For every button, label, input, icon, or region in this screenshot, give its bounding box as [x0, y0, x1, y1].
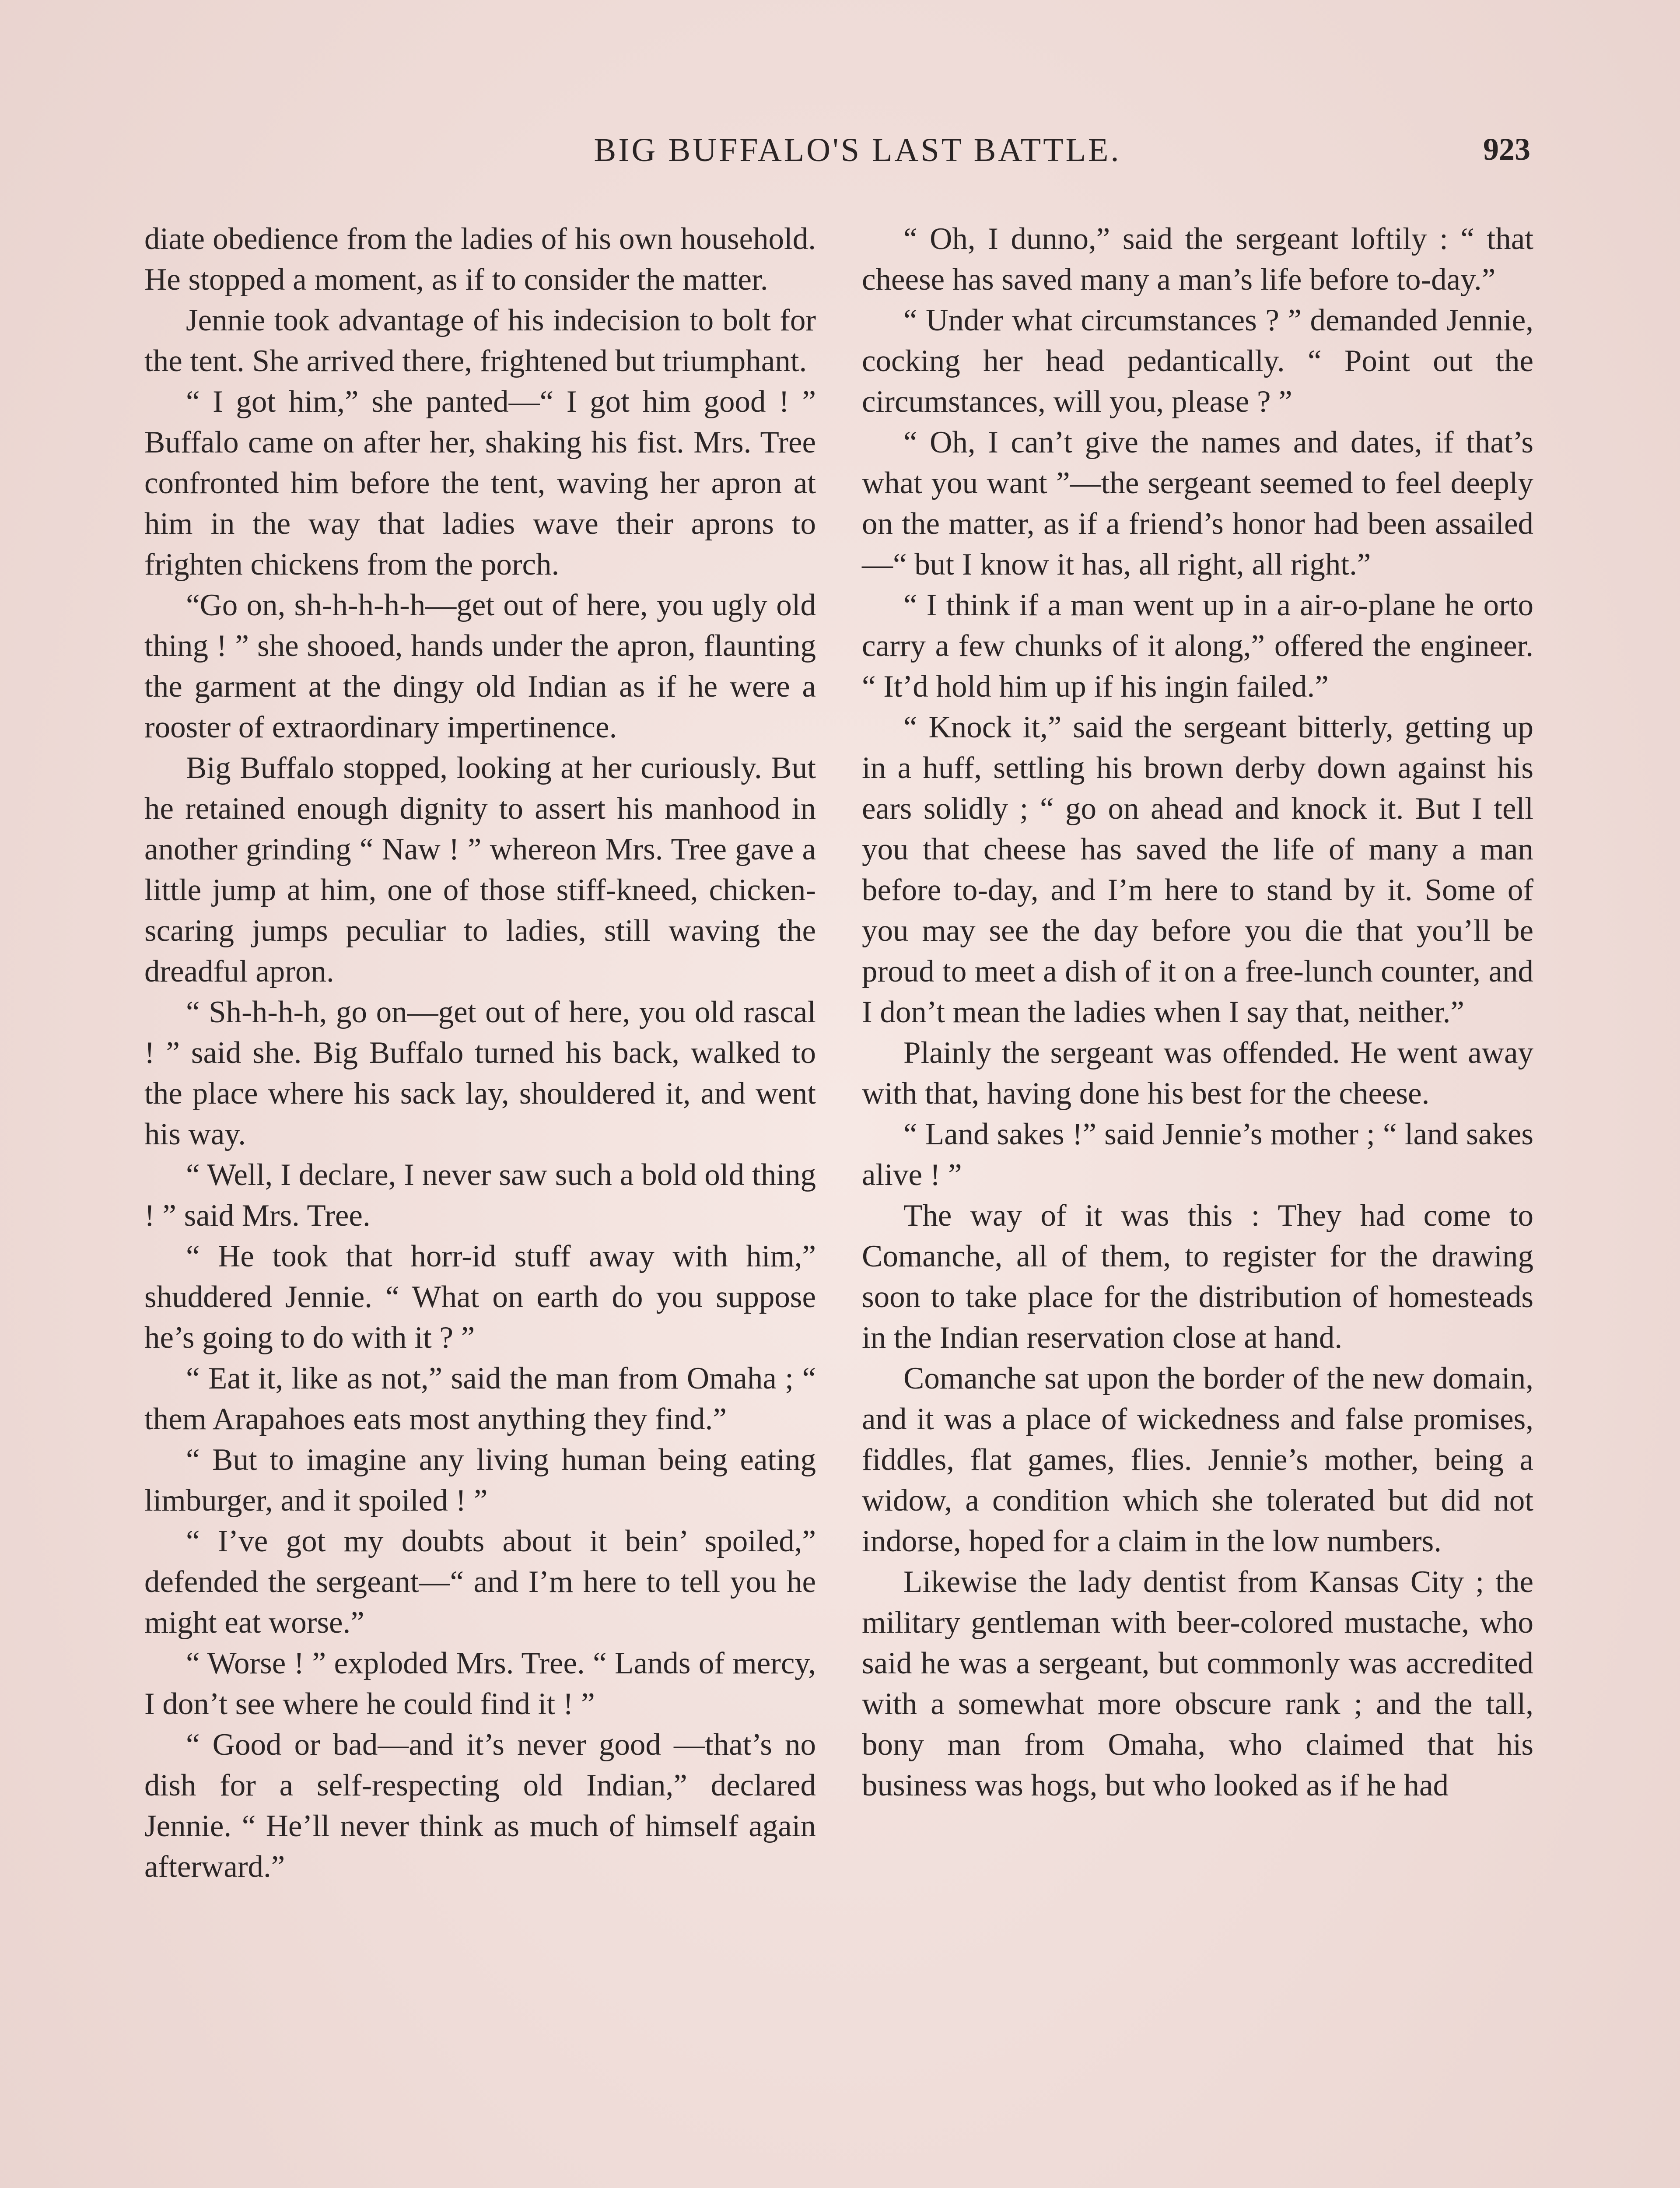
page-number: 923 — [1483, 132, 1530, 167]
paragraph: “ I think if a man went up in a air-o-plane he orto carry a few chunks of it along,” offered the engineer. “ It’d hold him up if his ingin failed.” — [862, 588, 1533, 704]
paragraph: Plainly the sergeant was offended. He went away with that, having done his best for the cheese. — [862, 1036, 1533, 1111]
paragraph: “ But to imagine any living human being eating limburger, and it spoiled ! ” — [144, 1443, 816, 1518]
paragraph: “ Well, I declare, I never saw such a bold old thing ! ” said Mrs. Tree. — [144, 1158, 816, 1233]
paragraph: “Go on, sh-h-h-h-h—get out of here, you ugly old thing ! ” she shooed, hands under the apron, flaunting the garment at the dingy old Indian as if he were a rooster of extraordinary impertinence. — [144, 588, 816, 744]
left-text-column — [144, 219, 816, 1887]
paragraph: “ Oh, I dunno,” said the sergeant loftily : “ that cheese has saved many a man’s life before to-day.” — [862, 222, 1533, 297]
paragraph: “ Good or bad—and it’s never good —that’s no dish for a self-respecting old Indian,” declared Jennie. “ He’ll never think as much of himself again afterward.” — [144, 1728, 816, 1884]
paragraph: “ I’ve got my doubts about it bein’ spoiled,” defended the sergeant—“ and I’m here to tell you he might eat worse.” — [144, 1524, 816, 1640]
paragraph: “ He took that horr-id stuff away with him,” shuddered Jennie. “ What on earth do you suppose he’s going to do with it ? ” — [144, 1239, 816, 1355]
right-text-column — [862, 219, 1533, 1806]
paragraph: “ I got him,” she panted—“ I got him good ! ” Buffalo came on after her, shaking his fist. Mrs. Tree confronted him before the tent, waving her apron at him in the way that ladies wave their aprons to frighten chickens from the porch. — [144, 385, 816, 582]
paragraph: “ Knock it,” said the sergeant bitterly, getting up in a huff, settling his brown derby down against his ears solidly ; “ go on ahead and knock it. But I tell you that cheese has saved the life of many a man before to-day, and I’m here to stand by it. Some of you may see the day before you die that you’ll be proud to meet a dish of it on a free-lunch counter, and I don’t mean the ladies when I say that, neither.” — [862, 710, 1533, 1029]
running-title: BIG BUFFALO'S LAST BATTLE. — [594, 132, 1121, 168]
paragraph: “ Eat it, like as not,” said the man from Omaha ; “ them Arapahoes eats most anything they find.” — [144, 1361, 816, 1436]
paragraph: diate obedience from the ladies of his own household. He stopped a moment, as if to consider the matter. — [144, 222, 816, 297]
paragraph: Likewise the lady dentist from Kansas City ; the military gentleman with beer-colored mustache, who said he was a sergeant, but commonly was accredited with a somewhat more obscure rank ; and the tall, bony man from Omaha, who claimed that his business was hogs, but who looked as if he had — [862, 1565, 1533, 1802]
paragraph: “ Sh-h-h-h, go on—get out of here, you old rascal ! ” said she. Big Buffalo turned his back, walked to the place where his sack lay, shouldered it, and went his way. — [144, 995, 816, 1151]
paragraph: “ Land sakes !” said Jennie’s mother ; “ land sakes alive ! ” — [862, 1117, 1533, 1192]
paragraph: “ Under what circumstances ? ” demanded Jennie, cocking her head pedantically. “ Point out the circumstances, will you, please ? ” — [862, 303, 1533, 419]
paragraph: Jennie took advantage of his indecision to bolt for the tent. She arrived there, frightened but triumphant. — [144, 303, 816, 378]
paragraph: “ Worse ! ” exploded Mrs. Tree. “ Lands of mercy, I don’t see where he could find it ! ” — [144, 1646, 816, 1721]
paragraph: Comanche sat upon the border of the new domain, and it was a place of wickedness and false promises, fiddles, flat games, flies. Jennie’s mother, being a widow, a condition which she tolerated but did not indorse, hoped for a claim in the low numbers. — [862, 1361, 1533, 1558]
paragraph: The way of it was this : They had come to Comanche, all of them, to register for the drawing soon to take place for the distribution of homesteads in the Indian reservation close at hand. — [862, 1199, 1533, 1355]
paragraph: Big Buffalo stopped, looking at her curiously. But he retained enough dignity to assert his manhood in another grinding “ Naw ! ” whereon Mrs. Tree gave a little jump at him, one of those stiff-kneed, chicken-scaring jumps peculiar to ladies, still waving the dreadful apron. — [144, 751, 816, 989]
paragraph: “ Oh, I can’t give the names and dates, if that’s what you want ”—the sergeant seemed to feel deeply on the matter, as if a friend’s honor had been assailed—“ but I know it has, all right, all right.” — [862, 425, 1533, 582]
